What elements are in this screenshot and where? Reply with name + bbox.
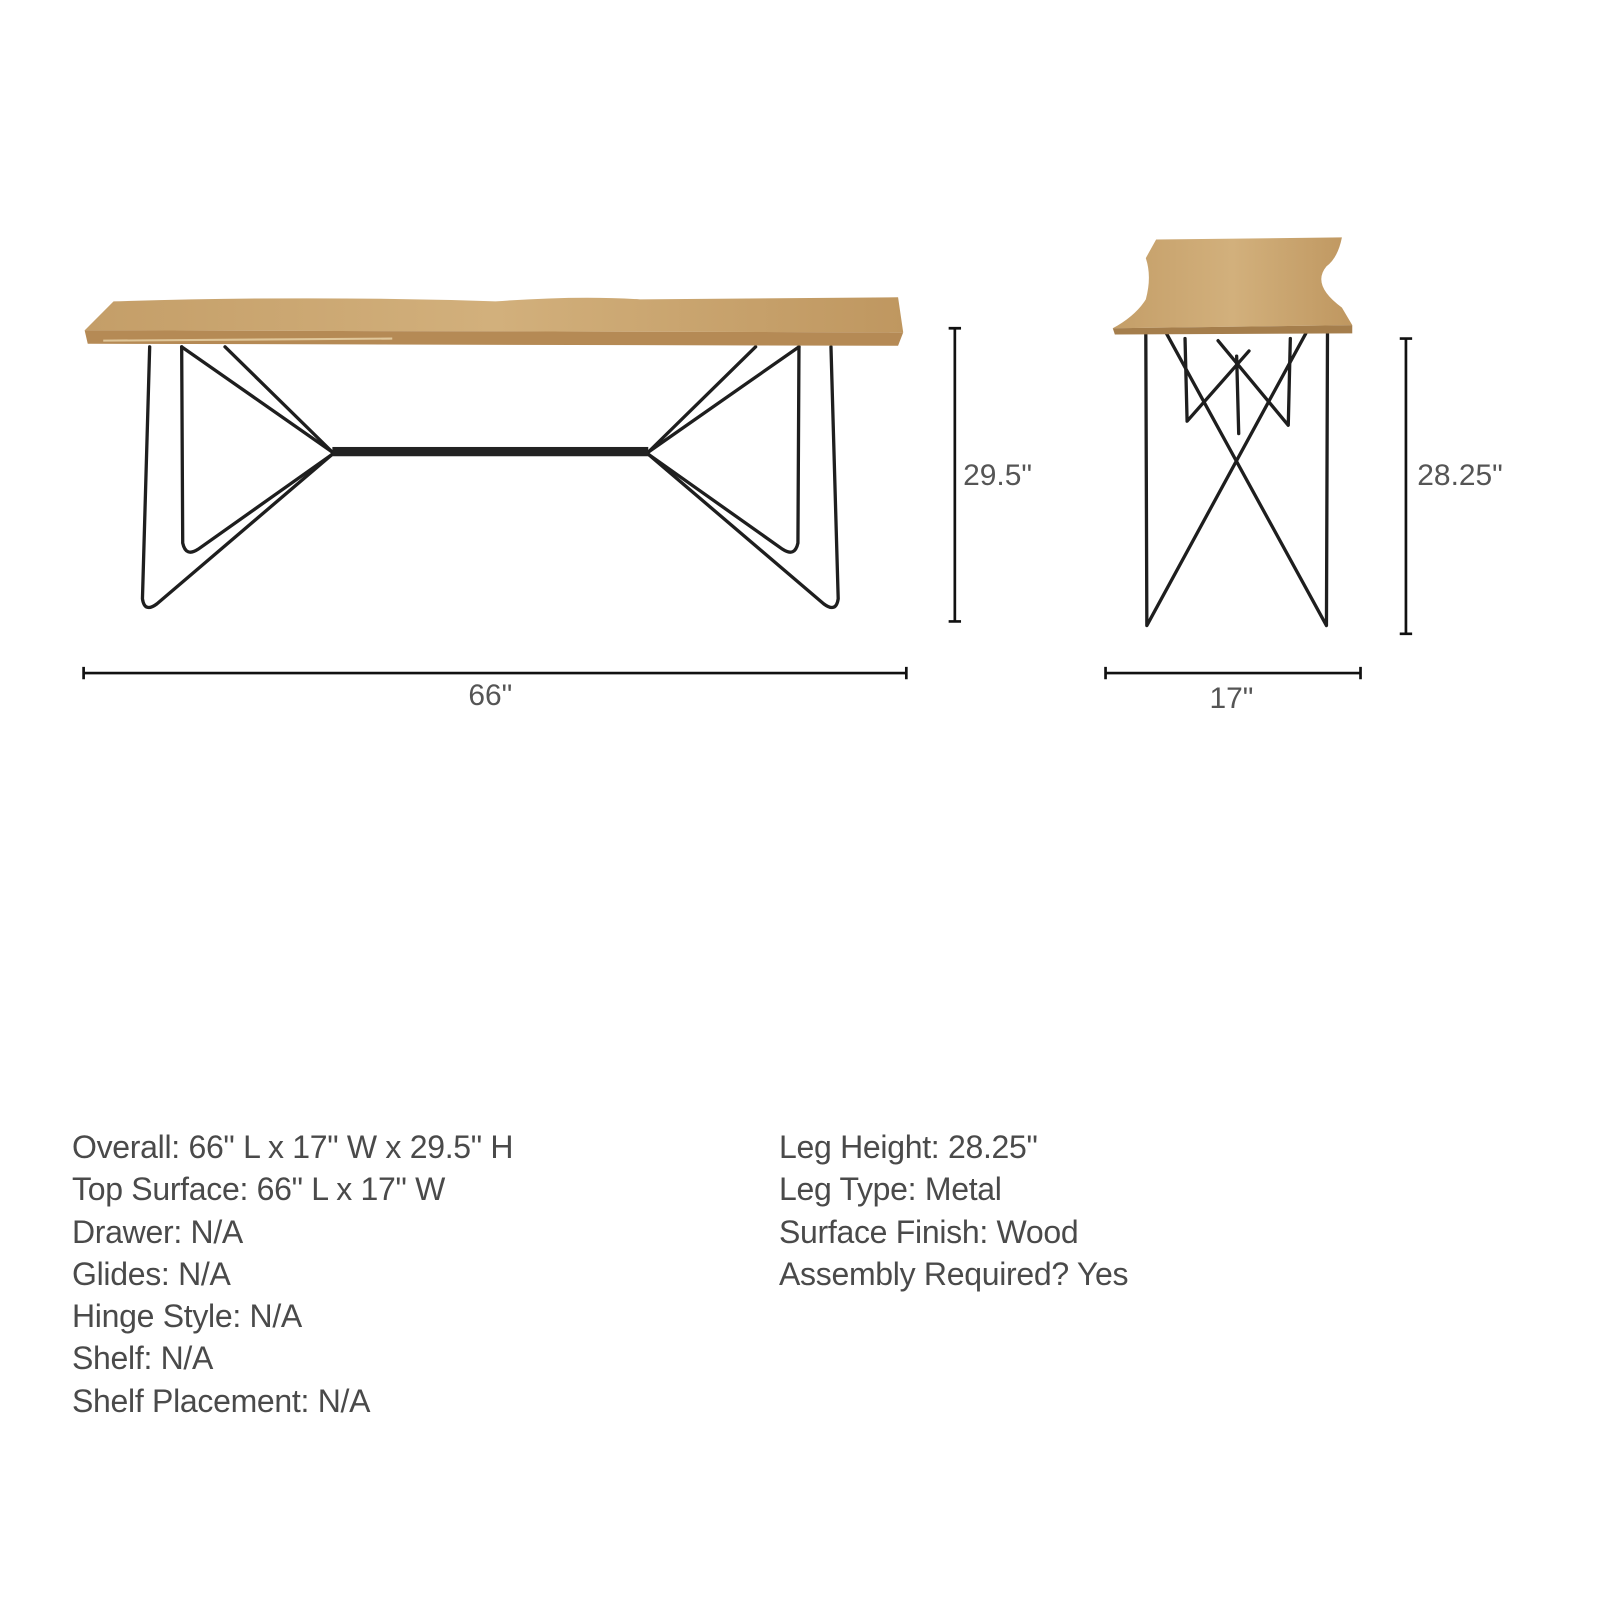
spec-drawer: Drawer: N/A [72,1213,243,1250]
height-label: 29.5" [963,459,1032,493]
spec-assembly-required: Assembly Required? Yes [779,1255,1129,1292]
side-view-table [1113,237,1352,625]
front-view-table [85,297,904,607]
front-table-top [85,297,904,346]
length-label: 66" [468,679,513,713]
width-label: 17" [1209,682,1254,716]
left-leg-frame [142,347,332,608]
front-legs [142,347,838,608]
spec-top-surface: Top Surface: 66" L x 17" W [72,1171,446,1208]
specs-right-column [779,1126,1128,1295]
spec-leg-type: Leg Type: Metal [779,1171,1002,1208]
stretcher-bar [332,447,648,456]
spec-leg-height: Leg Height: 28.25" [779,1129,1038,1165]
spec-glides: Glides: N/A [72,1255,231,1292]
right-leg-frame [648,347,838,608]
spec-overall: Overall: 66" L x 17" W x 29.5" H [72,1129,514,1165]
height-dimension [949,328,1032,621]
specs-left-column [72,1126,513,1422]
side-table-top [1113,237,1352,334]
leg-height-dimension [1400,339,1503,634]
length-dimension [84,667,907,712]
spec-hinge-style: Hinge Style: N/A [72,1298,302,1335]
spec-surface-finish: Surface Finish: Wood [779,1213,1079,1250]
spec-shelf: Shelf: N/A [72,1340,214,1377]
leg-height-label: 28.25" [1417,459,1503,493]
side-legs [1146,333,1328,625]
width-dimension [1106,667,1361,715]
spec-shelf-placement: Shelf Placement: N/A [72,1382,371,1419]
